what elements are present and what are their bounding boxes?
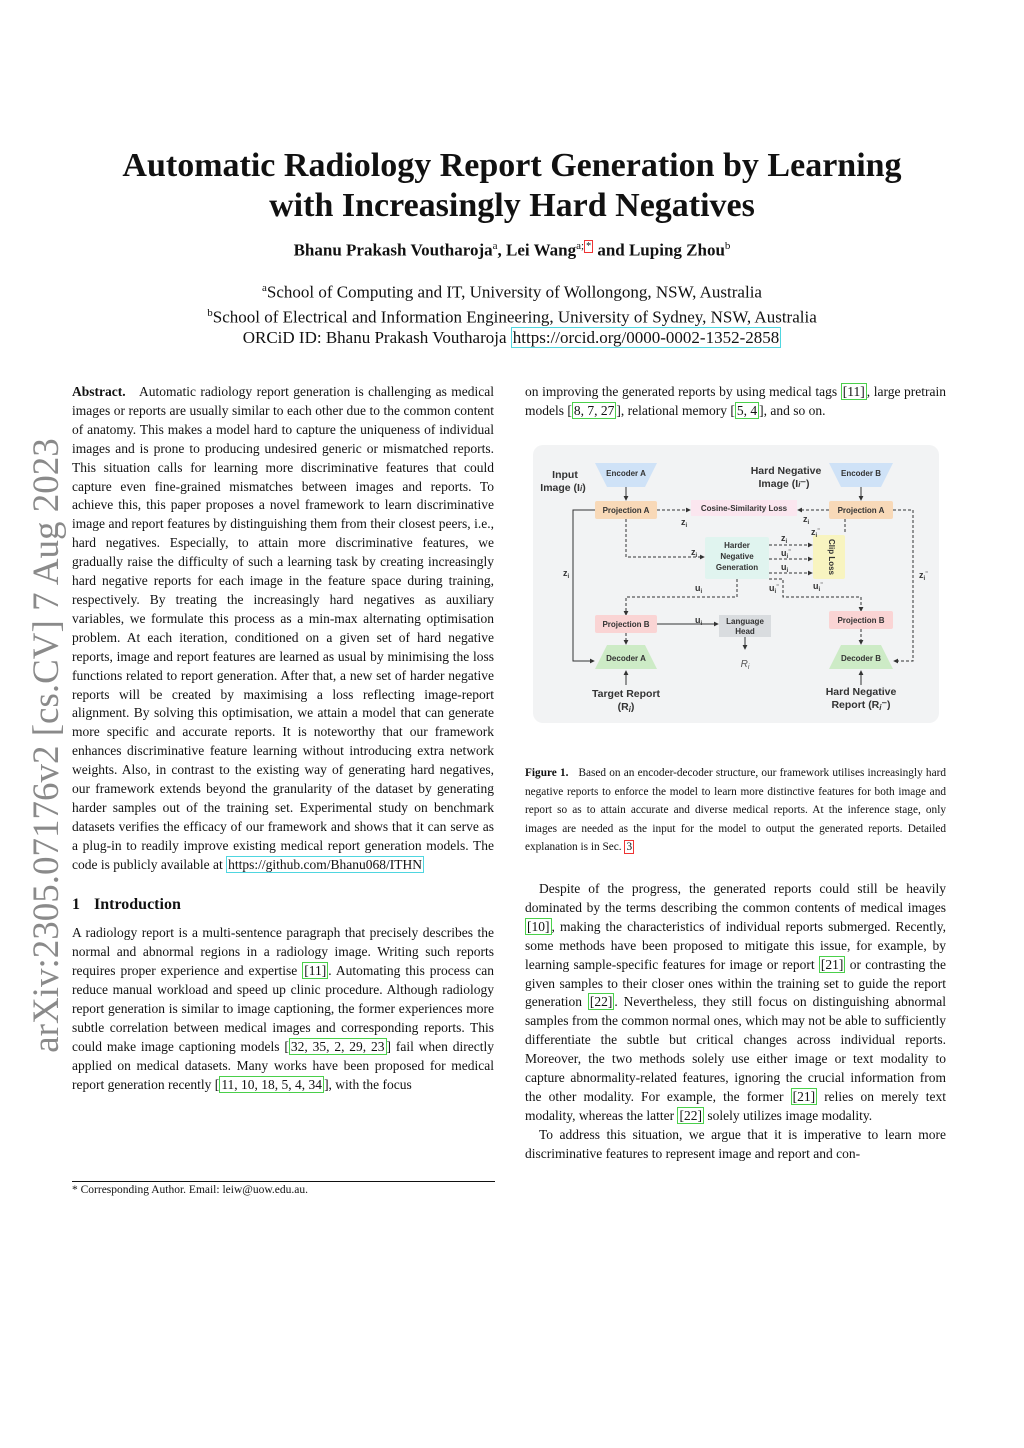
citation-link[interactable]: [10] (527, 918, 550, 934)
figure-1-caption (525, 764, 946, 857)
affiliation-a: School of Computing and IT, University of Wollongong, NSW, Australia (266, 282, 762, 302)
author-3-affil: b (724, 240, 731, 252)
right-body-paragraph-2: To address this situation, we argue that it is imperative to learn more discriminative features to represent image and report and con- (525, 1126, 946, 1161)
hard-negative-image-label: Hard Negative (750, 465, 822, 477)
affiliations (0, 278, 1024, 348)
citation-link[interactable]: 32, 35, 2, 29, 23 (290, 1038, 385, 1054)
svg-text:Generation: Generation (715, 563, 759, 572)
z-i-label-left: $z_i$ (563, 568, 570, 580)
u-i-neg-label-1: $u_i^{^-}$ (781, 548, 792, 560)
encoder-a-label: Encoder A (606, 469, 646, 478)
section-title: Introduction (94, 895, 181, 913)
target-report-label: Target Report (591, 688, 661, 700)
z-i-neg-label: $z_i^{^-}$ (811, 527, 821, 539)
svg-text:Harder: Harder (724, 541, 750, 550)
affil-a-sup: a (262, 282, 267, 294)
hard-negative-image-label-2: Image (Ii⁻) (758, 478, 810, 490)
section-number: 1 (72, 895, 80, 913)
z-i-label-2: $z_i$ (691, 547, 698, 559)
framework-diagram (533, 445, 939, 723)
orcid-link[interactable]: https://orcid.org/0000-0002-1352-2858 (512, 328, 780, 348)
citation-link[interactable]: 8, 7, 27 (573, 402, 615, 418)
affiliation-b: School of Electrical and Information Engineering, University of Sydney, NSW, Australia (212, 307, 817, 327)
u-i-neg-label-2: $u_i^{^-}$ (769, 583, 780, 595)
u-i-label-3: u (695, 615, 701, 625)
projection-b-left-label: Projection B (602, 620, 650, 629)
decoder-b-label: Decoder B (840, 654, 882, 663)
author-3: and Luping Zhou (597, 240, 725, 260)
arxiv-watermark (24, 437, 68, 1053)
svg-text:Head: Head (735, 627, 755, 636)
svg-text:Language: Language (726, 617, 764, 626)
citation-link[interactable]: [22] (679, 1107, 702, 1123)
paper-title (0, 146, 1024, 226)
abstract-text: Automatic radiology report generation is challenging as medical images or reports are usually similar to each other due to the common content of anatomy. This makes a model hard to capture the uniqueness of individual images and is prone to producing undesired generic or mismatched reports. This situation calls for learning more discriminative features that could capture even fine-grained mismatches between images and reports. To achieve this, this paper proposes a novel framework to learn discriminative image and report features by distinguishing them from their closest peers, i.e., hard negatives. Especially, to attain more discriminative features, we gradually raise the difficulty of such a learning task by creating increasingly hard negative reports for each image in the feature space during training, respectively. By treating the increasingly hard negatives as auxiliary variables, we formulate this process as a min-max alternating optimisation problem. At each iteration, conditioned on a given set of hard negative reports, image and report features are learned as usual by minimising the loss functions related to report generation. After that, a new set of harder negative reports will be created by maximising a loss reflecting image-report alignment. By solving this optimisation, we attain a model that can generate more specific and accurate reports. It is noteworthy that our framework enhances discriminative feature learning without introducing extra network weights. Also, in contrast to the existing way of generating hard negatives, our framework extends beyond the granularity of the dataset by generating harder samples out of the training set. Experimental study on benchmark datasets verifies the efficacy of our framework and shows that it can serve as a plug-in to readily improve existing medical report generation models. The code is publicly available at (72, 384, 495, 872)
figure-1 (533, 445, 939, 723)
orcid-label: ORCiD ID: Bhanu Prakash Voutharoja (242, 328, 511, 348)
footnote-rule (72, 1181, 495, 1182)
citation-link[interactable]: [11] (842, 384, 865, 399)
citation-link[interactable]: [22] (589, 994, 613, 1010)
citation-link[interactable]: [21] (820, 956, 844, 972)
author-1-affil: a (492, 240, 498, 252)
z-i-label-1: $z_i$ (681, 517, 688, 529)
right-column-top (525, 383, 946, 421)
z-i-neg-label-right: $z_i^{^-}$ (919, 570, 929, 582)
caption-text: Based on an encoder-decoder structure, our framework utilises increasingly hard negative reports to enforce the model to learn more distinctive features for both image and report so as to attain accurate and diverse medical reports. At the inference stage, only images are needed as the input for the model to output the generated reports. Detailed explanation is in Sec. (525, 767, 947, 853)
z-i-label-4: $z_i$ (781, 533, 788, 545)
citation-link[interactable]: 11, 10, 18, 5, 4, 34 (221, 1076, 323, 1092)
hard-negative-report-label-2: Report (Ri⁻) (831, 699, 891, 712)
encoder-b-label: Encoder B (840, 469, 882, 478)
u-i-neg-label-3: $u_i^{^-}$ (813, 581, 824, 593)
section-heading-introduction (72, 896, 494, 915)
citation-link[interactable]: [11] (304, 963, 327, 979)
title-line-1: Automatic Radiology Report Generation by Learning (122, 147, 902, 184)
projection-a-left-label: Projection A (602, 506, 650, 515)
right-column-body (525, 880, 946, 1164)
citation-link[interactable]: 5, 4 (736, 402, 758, 418)
u-i-label-2: $u_i$ (695, 583, 703, 595)
decoder-a-label: Decoder A (606, 654, 646, 663)
svg-text:Negative: Negative (720, 552, 754, 561)
section-ref-link[interactable]: 3 (626, 841, 633, 853)
title-line-2: with Increasingly Hard Negatives (269, 187, 755, 224)
author-2-affil: a; (576, 240, 585, 252)
input-image-label: Input (552, 469, 578, 481)
citation-link[interactable]: [21] (792, 1088, 816, 1104)
u-i-label-1: $u_i$ (781, 562, 789, 574)
footnote: * Corresponding Author. Email: leiw@uow.edu.au. (72, 1184, 308, 1196)
right-top-paragraph: on improving the generated reports by using medical tags [11] , large pretrain models [ 8, 7, 27 ], relational memory [ 5, 4 ], and so on. (525, 384, 947, 418)
z-i-label-3: $z_i$ (803, 514, 810, 526)
r-i-output: $R_i$ (740, 659, 750, 671)
clip-loss-label: Clip Loss (827, 538, 836, 576)
left-column (72, 383, 494, 1095)
cosine-loss-label: Cosine-Similarity Loss (700, 504, 788, 513)
code-link[interactable]: https://github.com/Bhanu068/ITHN (228, 856, 422, 872)
abstract (72, 383, 494, 875)
author-list: Bhanu Prakash Voutharoja$^a$, Lei Wang$^{a;}$ * and Luping Zhou$^b$ (293, 240, 731, 260)
affil-b-sup: b (207, 306, 213, 319)
author-2: Lei Wang (506, 240, 577, 260)
target-report-label-2: (Ri) (617, 701, 635, 714)
figure-label: Figure 1. (525, 767, 569, 779)
author-1: Bhanu Prakash Voutharoja (293, 240, 493, 260)
projection-b-right-label: Projection B (837, 616, 885, 625)
right-body-paragraph-1: Despite of the progress, the generated reports could still be heavily dominated by the terms describing the common contents of medical images [10] , making the characteristics of individual reports submerged. Recently, some methods have been proposed to mitigate this issue, for example, by learning sample-specific features for image or report [21] or contrasting the given samples to their closer ones within the training set to guide the report generation [22] . Nevertheless, they still focus on distinguishing abnormal samples from the common normal ones, which may not be able to sufficiently differentiate the subtle but critical changes across individual reports. Moreover, the two methods solely use either image or text modality to capture abnormality-related features, ignoring the crucial information from the other modality. For example, the former [21] relies on merely text modality, whereas the latter [22] solely utilizes image modality. (525, 881, 946, 1123)
abstract-label: Abstract. (72, 384, 126, 399)
intro-paragraph: A radiology report is a multi-sentence paragraph that precisely describes the normal and abnormal regions in a radiology image. Writing such reports requires proper experience and expertise [11] . Automating this process can reduce manual workload and speed up clinic procedure. Although radiology report generation is similar to image captioning, the former experiences more subtle correlation between medical images and corresponding reports. This could make image captioning models [ 32, 35, 2, 29, 23 ] fail when directly applied on medical datasets. Many works have been proposed for medical report generation recently [ 11, 10, 18, 5, 4, 34 ], with the focus (72, 925, 494, 1092)
hard-negative-report-label: Hard Negative (825, 686, 897, 698)
corresponding-author-link[interactable]: * (586, 241, 592, 252)
projection-a-right-label: Projection A (837, 506, 885, 515)
arxiv-id: arXiv:2305.07176v2 [cs.CV] 7 Aug 2023 (25, 437, 67, 1053)
input-image-label-2: Image (Ii) (540, 482, 586, 494)
